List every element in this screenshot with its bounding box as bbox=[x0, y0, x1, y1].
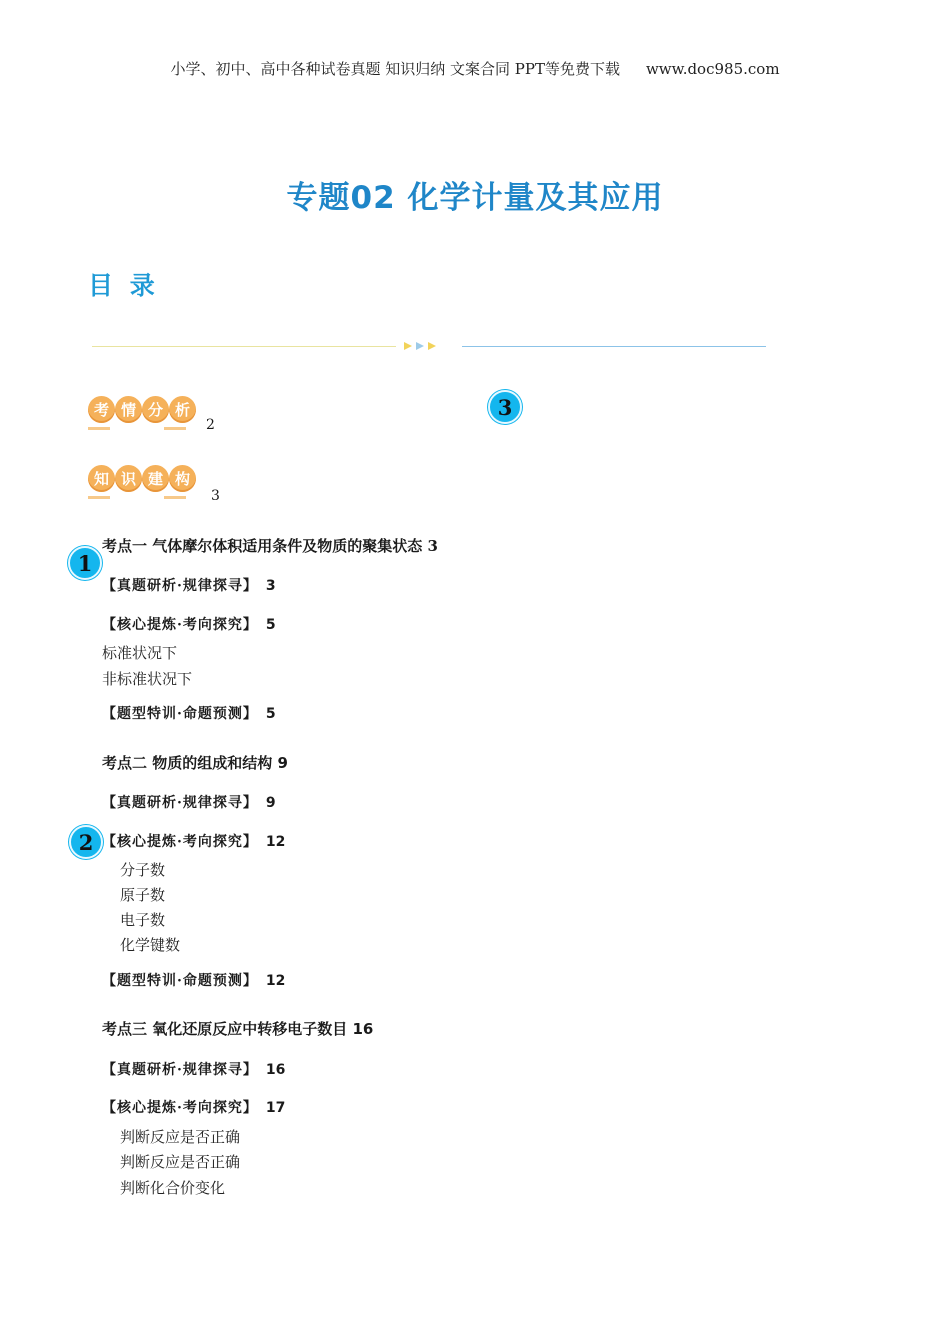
pill-char: 考 bbox=[88, 396, 115, 423]
toc-subitem[interactable]: 标准状况下 bbox=[102, 644, 178, 662]
toc-subitem[interactable]: 判断反应是否正确 bbox=[120, 1153, 241, 1171]
badge-one: 1 bbox=[68, 546, 102, 580]
toc-entry[interactable] bbox=[102, 703, 276, 723]
pill-underline bbox=[164, 427, 186, 430]
toc-subitem[interactable]: 原子数 bbox=[120, 886, 166, 904]
kaoqing-pills bbox=[88, 396, 196, 423]
pill-char: 构 bbox=[169, 465, 196, 492]
pill-underline bbox=[88, 496, 110, 499]
entry-label: 【真题研析·规律探寻】 bbox=[102, 795, 258, 811]
kaoqing-page: 2 bbox=[206, 417, 215, 433]
entry-page: 5 bbox=[265, 706, 276, 722]
entry-page: 12 bbox=[265, 834, 286, 850]
section-zhishi[interactable] bbox=[88, 465, 196, 499]
document-title: 专题02 化学计量及其应用 bbox=[286, 180, 664, 216]
toc-entry[interactable] bbox=[102, 1059, 285, 1079]
entry-label: 【真题研析·规律探寻】 bbox=[102, 1062, 258, 1078]
toc-entry[interactable] bbox=[102, 614, 276, 634]
toc-entry[interactable] bbox=[102, 1097, 285, 1117]
pill-char: 知 bbox=[88, 465, 115, 492]
entry-label: 【核心提炼·考向探究】 bbox=[102, 617, 258, 633]
pill-underline bbox=[88, 427, 110, 430]
entry-label: 【核心提炼·考向探究】 bbox=[102, 1100, 258, 1116]
toc-subitem[interactable]: 分子数 bbox=[120, 861, 166, 879]
pill-char: 析 bbox=[169, 396, 196, 423]
entry-label: 【真题研析·规律探寻】 bbox=[102, 578, 258, 594]
pill-char: 建 bbox=[142, 465, 169, 492]
header-text: 小学、初中、高中各种试卷真题 知识归纳 文案合同 PPT等免费下载 bbox=[170, 60, 620, 78]
kaodian-page: 9 bbox=[277, 754, 288, 772]
entry-page: 9 bbox=[265, 795, 276, 811]
toc-subitem[interactable]: 非标准状况下 bbox=[102, 670, 193, 688]
entry-label: 【核心提炼·考向探究】 bbox=[102, 834, 258, 850]
zhishi-page: 3 bbox=[211, 488, 220, 504]
badge-two: 2 bbox=[69, 825, 103, 859]
entry-page: 16 bbox=[265, 1062, 286, 1078]
toc-entry[interactable] bbox=[102, 792, 276, 812]
entry-page: 3 bbox=[265, 578, 276, 594]
divider-arrows-icon bbox=[402, 338, 442, 354]
pill-char: 识 bbox=[115, 465, 142, 492]
kaodian-page: 16 bbox=[352, 1020, 374, 1038]
kaodian-three-heading[interactable] bbox=[102, 1018, 373, 1039]
toc-entry[interactable] bbox=[102, 831, 285, 851]
kaodian-one-heading[interactable] bbox=[102, 535, 438, 556]
kaodian-title: 考点三 氧化还原反应中转移电子数目 bbox=[102, 1020, 348, 1038]
kaoqing-underlines bbox=[88, 427, 196, 430]
entry-page: 12 bbox=[265, 973, 286, 989]
page-header bbox=[0, 58, 950, 79]
zhishi-pills bbox=[88, 465, 196, 492]
header-url[interactable]: www.doc985.com bbox=[645, 60, 780, 78]
toc-entry[interactable] bbox=[102, 575, 276, 595]
kaodian-page: 3 bbox=[427, 537, 438, 555]
entry-label: 【题型特训·命题预测】 bbox=[102, 973, 258, 989]
toc-subitem[interactable]: 判断化合价变化 bbox=[120, 1179, 226, 1197]
toc-entry[interactable] bbox=[102, 970, 285, 990]
kaodian-two-heading[interactable] bbox=[102, 752, 288, 773]
toc-subitem[interactable]: 判断反应是否正确 bbox=[120, 1128, 241, 1146]
divider-left bbox=[92, 346, 396, 347]
divider-right bbox=[462, 346, 766, 347]
toc-subitem[interactable]: 化学键数 bbox=[120, 936, 181, 954]
zhishi-underlines bbox=[88, 496, 196, 499]
kaodian-title: 考点一 气体摩尔体积适用条件及物质的聚集状态 bbox=[102, 537, 423, 555]
kaodian-title: 考点二 物质的组成和结构 bbox=[102, 754, 273, 772]
section-kaoqing[interactable] bbox=[88, 396, 196, 430]
entry-page: 5 bbox=[265, 617, 276, 633]
toc-subitem[interactable]: 电子数 bbox=[120, 911, 166, 929]
entry-label: 【题型特训·命题预测】 bbox=[102, 706, 258, 722]
pill-char: 分 bbox=[142, 396, 169, 423]
entry-page: 17 bbox=[265, 1100, 286, 1116]
pill-char: 情 bbox=[115, 396, 142, 423]
badge-three: 3 bbox=[488, 390, 522, 424]
pill-underline bbox=[164, 496, 186, 499]
toc-heading: 目 录 bbox=[88, 271, 159, 300]
